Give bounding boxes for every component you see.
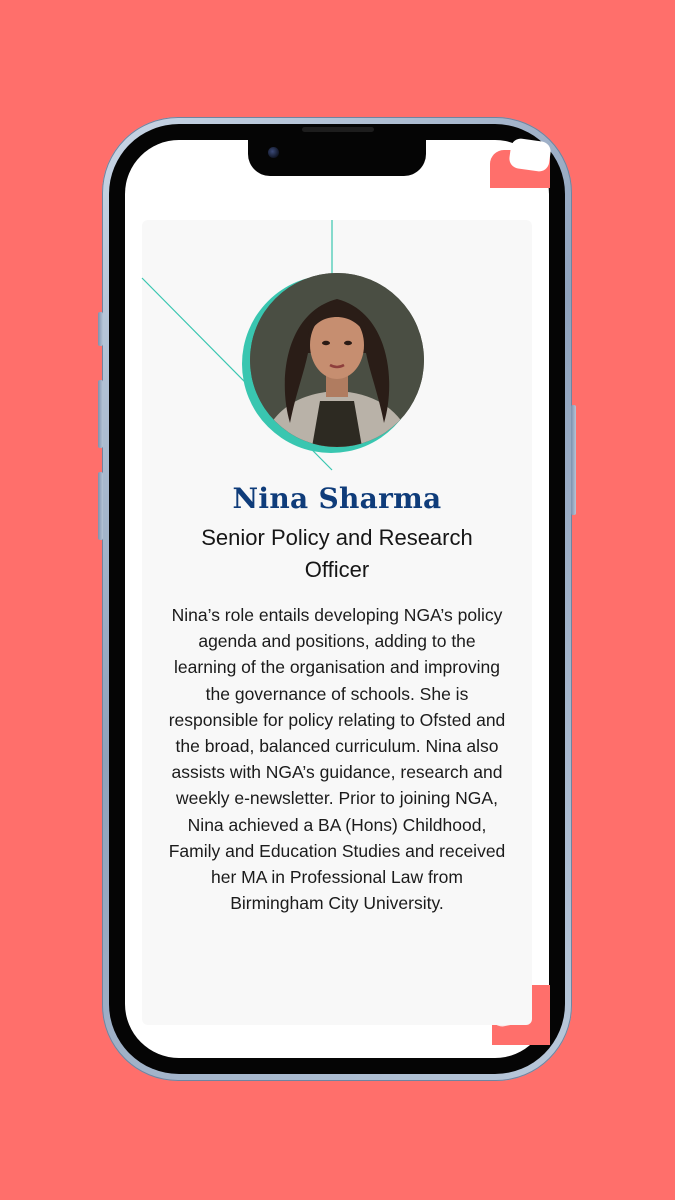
profile-bio: Nina’s role entails developing NGA’s policy agenda and positions, adding to the learning of the organisation and improving the governance of schools. She is responsible for policy relating to Ofsted and the broad, balanced curriculum. Nina also assists with NGA’s guidance, research and weekly e-newsletter. Prior to joining NGA, Nina achieved a BA (Hons) Childhood, Family and Education Studies and received her MA in Professional Law from Birmingham City University. bbox=[168, 605, 506, 914]
front-camera-icon bbox=[268, 147, 279, 158]
corner-decoration-top bbox=[490, 150, 550, 188]
earpiece-speaker bbox=[302, 127, 374, 132]
power-button bbox=[571, 405, 576, 515]
profile-role: Senior Policy and Research Officer bbox=[201, 525, 473, 582]
avatar bbox=[250, 273, 424, 447]
volume-down-button bbox=[98, 472, 103, 540]
profile-name: Nina Sharma bbox=[232, 482, 442, 515]
volume-up-button bbox=[98, 380, 103, 448]
notch bbox=[248, 140, 426, 176]
mute-switch bbox=[98, 312, 103, 346]
